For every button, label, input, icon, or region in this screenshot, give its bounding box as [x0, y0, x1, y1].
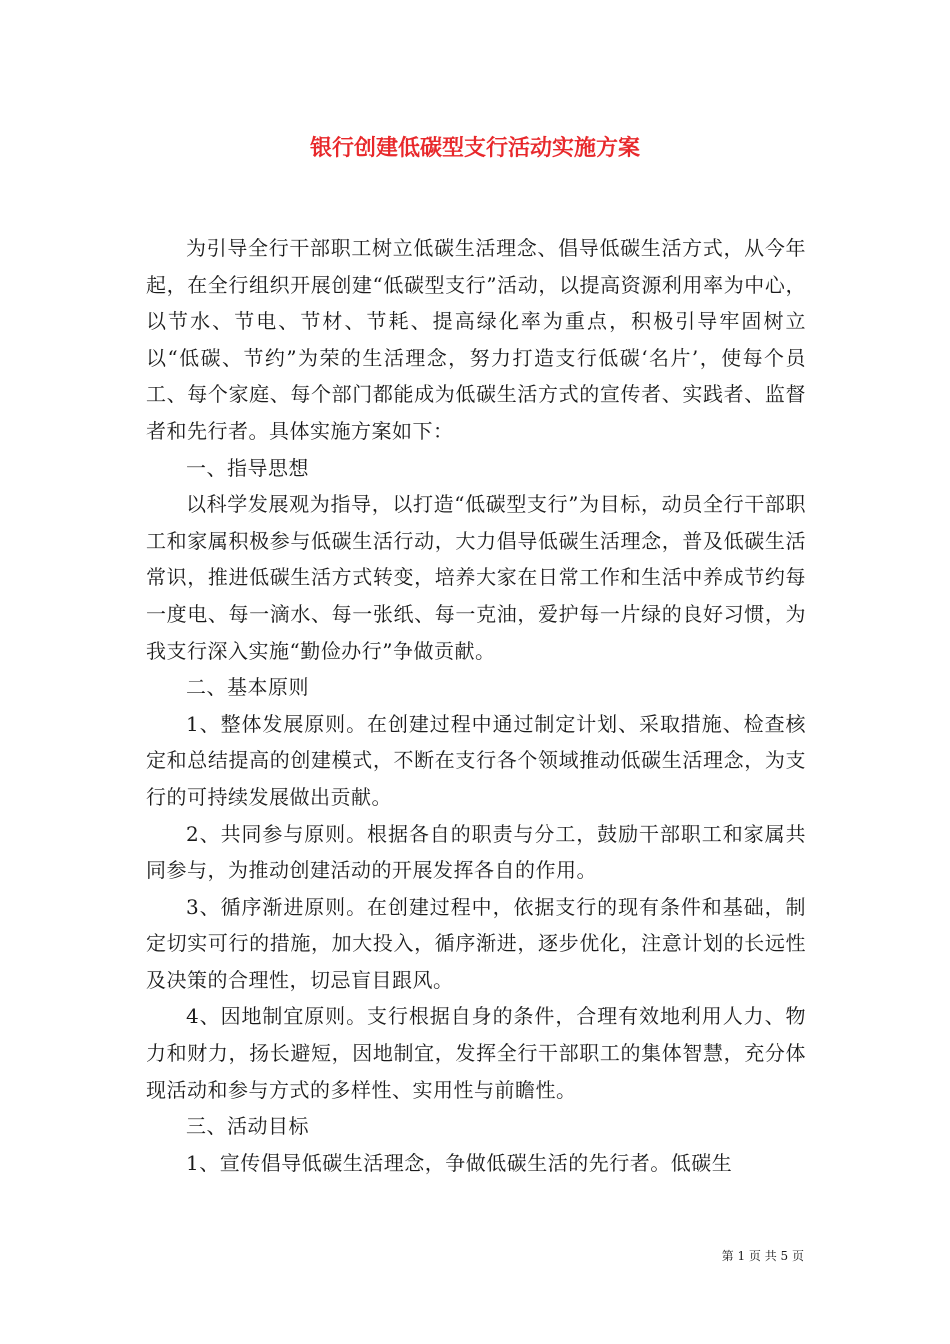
- paragraph-principle-2: 2、共同参与原则。根据各自的职责与分工，鼓励干部职工和家属共同参与，为推动创建活动的开展发挥各自的作用。: [146, 821, 806, 883]
- paragraph-principle-1: 1、整体发展原则。在创建过程中通过制定计划、采取措施、检查核定和总结提高的创建模式，不断在支行各个领域推动低碳生活理念，为支行的可持续发展做出贡献。: [146, 711, 806, 809]
- paragraph-goal-1: 1、宣传倡导低碳生活理念，争做低碳生活的先行者。低碳生: [186, 1150, 733, 1175]
- heading-guiding-thought: 一、指导思想: [186, 455, 309, 480]
- heading-basic-principles: 二、基本原则: [186, 675, 309, 700]
- document-title: 银行创建低碳型支行活动实施方案: [309, 135, 640, 161]
- paragraph-principle-4: 4、因地制宜原则。支行根据自身的条件，合理有效地利用人力、物力和财力，扬长避短，因地制宜，发挥全行干部职工的集体智慧，充分体现活动和参与方式的多样性、实用性与前瞻性。: [146, 1004, 806, 1102]
- page-number: 第 1 页 共 5 页: [721, 1249, 804, 1263]
- heading-activity-goals: 三、活动目标: [186, 1114, 309, 1139]
- page-footer: [722, 1248, 804, 1264]
- paragraph-guiding-thought: 以科学发展观为指导，以打造“低碳型支行”为目标，动员全行干部职工和家属积极参与低碳生活行动，大力倡导低碳生活理念，普及低碳生活常识，推进低碳生活方式转变，培养大家在日常工作和生活中养成节约每一度电、每一滴水、每一张纸、每一克油，爱护每一片绿的良好习惯，为我支行深入实施“勤俭办行”争做贡献。: [146, 492, 806, 663]
- document-body: [146, 230, 806, 1181]
- paragraph-intro: 为引导全行干部职工树立低碳生活理念、倡导低碳生活方式，从今年起，在全行组织开展创建“低碳型支行”活动，以提高资源利用率为中心，以节水、节电、节材、节耗、提高绿化率为重点，积极引导牢固树立以“低碳、节约”为荣的生活理念，努力打造支行低碳‘名片’，使每个员工、每个家庭、每个部门都能成为低碳生活方式的宣传者、实践者、监督者和先行者。具体实施方案如下：: [146, 236, 806, 443]
- paragraph-principle-3: 3、循序渐进原则。在创建过程中，依据支行的现有条件和基础，制定切实可行的措施，加大投入，循序渐进，逐步优化，注意计划的长远性及决策的合理性，切忌盲目跟风。: [146, 894, 806, 992]
